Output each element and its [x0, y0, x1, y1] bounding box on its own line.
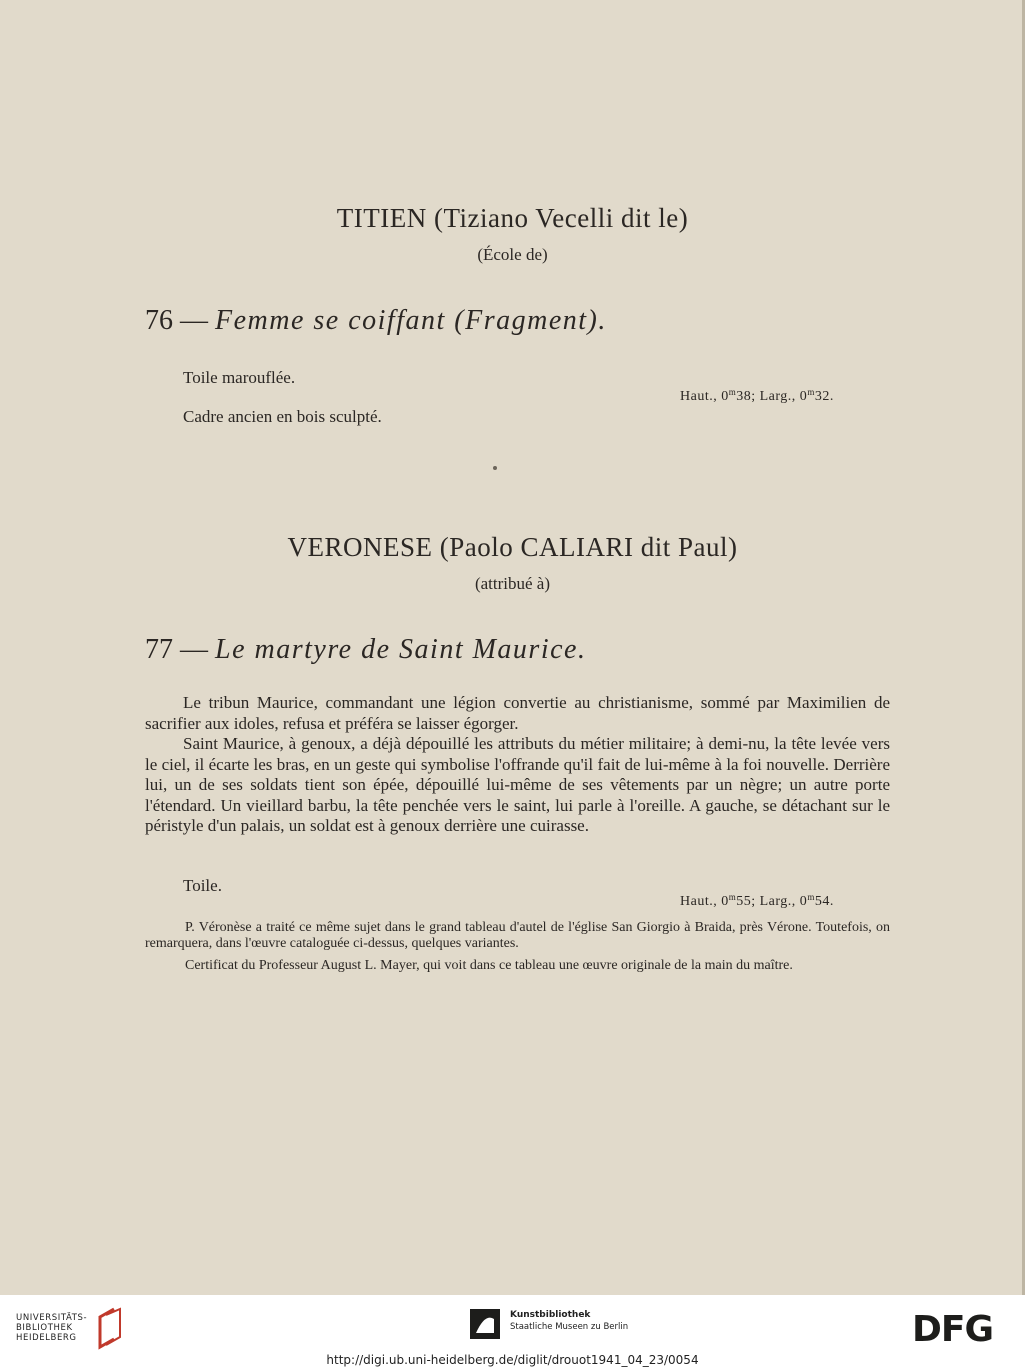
- note-paragraph: P. Véronèse a traité ce même sujet dans le grand tableau d'autel de l'église San Giorgio à Braida, près Vérone. Toutefois, on remarquera, dans l'œuvre cataloguée ci-dessus, quelques variantes.: [145, 920, 890, 951]
- lot-heading-76: [145, 305, 607, 337]
- lot-dash: —: [180, 634, 208, 665]
- dimensions-76: [680, 387, 834, 405]
- dims-haut-label: Haut., 0: [680, 894, 729, 909]
- dims-haut-value: 55; Larg., 0: [736, 894, 808, 909]
- artist-heading-veronese: VERONESE (Paolo CALIARI dit Paul): [287, 532, 738, 562]
- lot-dash: —: [180, 305, 208, 336]
- artist-heading-titien: TITIEN (Tiziano Vecelli dit le): [336, 203, 689, 233]
- frame-text-76: Cadre ancien en bois sculpté.: [183, 407, 382, 426]
- dims-haut-unit: m: [728, 892, 737, 902]
- lot-description-77: [145, 693, 890, 837]
- kunstbibliothek-logo-icon[interactable]: [470, 1309, 500, 1339]
- dims-haut-value: 38; Larg., 0: [736, 389, 808, 404]
- lot-title: Femme se coiffant (Fragment).: [215, 305, 607, 336]
- attribution-qualifier-titien: (École de): [477, 245, 548, 264]
- lot-title: Le martyre de Saint Maurice.: [215, 634, 587, 665]
- dims-larg-value: 32.: [814, 389, 834, 404]
- ub-heidelberg-label: [16, 1313, 87, 1343]
- lot-number: 77: [145, 634, 173, 665]
- ub-line-3: HEIDELBERG: [16, 1333, 77, 1343]
- dims-haut-unit: m: [728, 387, 737, 397]
- dimensions-77: [680, 892, 834, 910]
- permalink-url[interactable]: http://digi.ub.uni-heidelberg.de/diglit/drouot1941_04_23/0054: [326, 1353, 699, 1367]
- kunstbibliothek-label: [510, 1309, 628, 1333]
- description-paragraph: Le tribun Maurice, commandant une légion convertie au christianisme, sommé par Maximilien de sacrifier aux idoles, refusa et préféra se laisser égorger.: [145, 693, 890, 733]
- dims-larg-unit: m: [807, 892, 815, 902]
- lot-number: 76: [145, 305, 173, 336]
- support-text-77: Toile.: [183, 876, 222, 895]
- digitization-footer: [0, 1295, 1025, 1369]
- attribution-qualifier-veronese: (attribué à): [474, 574, 551, 593]
- lot-notes-77: [145, 920, 890, 980]
- support-text-76: Toile marouflée.: [183, 368, 296, 387]
- dims-haut-label: Haut., 0: [680, 389, 729, 404]
- lot-heading-77: [145, 634, 586, 666]
- dims-larg-unit: m: [807, 387, 815, 397]
- ub-heidelberg-logo-icon[interactable]: [92, 1305, 124, 1351]
- dims-larg-value: 54.: [814, 894, 834, 909]
- note-paragraph: Certificat du Professeur August L. Mayer, qui voit dans ce tableau une œuvre originale de la main du maître.: [185, 958, 793, 973]
- kb-title: Kunstbibliothek: [510, 1310, 591, 1320]
- ub-line-2: BIBLIOTHEK: [16, 1323, 73, 1333]
- paper-speck: [493, 466, 497, 470]
- ub-line-1: UNIVERSITÄTS-: [16, 1313, 88, 1323]
- kb-subtitle: Staatliche Museen zu Berlin: [510, 1322, 629, 1332]
- description-paragraph: Saint Maurice, à genoux, a déjà dépouillé les attributs du métier militaire; à demi-nu, la tête levée vers le ciel, il écarte les bras, en un geste qui symbolise l'offrande qu'il fait de lui-même à la foi nouvelle. Derrière lui, un de ses soldats tient son épée, dépouillé lui-même de ses vêtements par un nègre; un autre porte l'étendard. Un vieillard barbu, la tête penchée vers le saint, lui parle à l'oreille. A gauche, se détachant sur le péristyle d'un palais, un soldat est à genoux derrière une cuirasse.: [145, 734, 890, 835]
- dfg-logo[interactable]: DFG: [912, 1309, 994, 1350]
